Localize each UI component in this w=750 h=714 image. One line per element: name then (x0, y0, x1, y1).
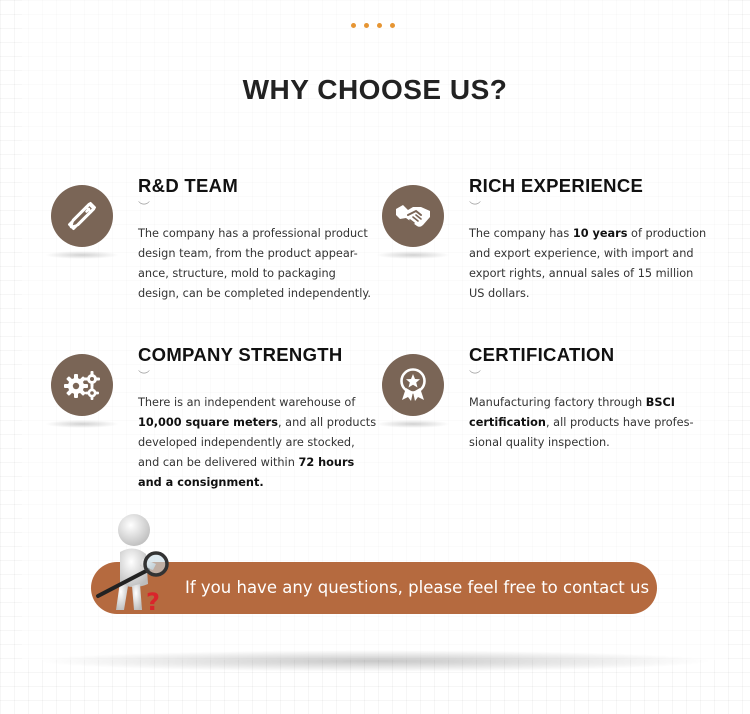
description-text: The company has a professional product design team, from the product appear-ance, structure, mold to packaging design, can be completed independently. (138, 227, 371, 300)
feature-title: R&D TEAM (138, 175, 239, 196)
highlight-text: 72 hours and a consignment. (138, 456, 355, 489)
title-underline-mark: ︶ (469, 200, 482, 214)
title-underline-mark: ︶ (469, 369, 482, 383)
pencil-ruler-icon (51, 185, 113, 247)
title-underline-mark: ︶ (138, 200, 151, 214)
description-text: , all products have profes-sional quality inspection. (469, 416, 694, 449)
magnifier-figure-icon (90, 512, 180, 617)
feature-title: CERTIFICATION (469, 344, 615, 365)
feature-title: RICH EXPERIENCE (469, 175, 644, 196)
icon-shadow (45, 420, 119, 428)
icon-shadow (376, 251, 450, 259)
icon-shadow (376, 420, 450, 428)
description-text: , and all products developed independently are stocked, and can be delivered within (138, 416, 377, 469)
description-text: Manufacturing factory through (469, 396, 646, 409)
description-text: The company has (469, 227, 573, 240)
card-shadow (35, 650, 715, 672)
highlight-text: BSCI certification (469, 396, 675, 429)
feature-rd-team (51, 175, 391, 335)
highlight-text: 10,000 square meters (138, 416, 278, 429)
highlight-text: 10 years (572, 227, 628, 240)
feature-company-strength (51, 344, 391, 504)
feature-title: COMPANY STRENGTH (138, 344, 343, 365)
title-underline-mark: ︶ (138, 369, 151, 383)
feature-description (138, 224, 378, 304)
svg-text:?: ? (146, 588, 160, 616)
icon-shadow (45, 251, 119, 259)
decorative-dots (351, 23, 395, 28)
dot-icon (351, 23, 356, 28)
page-title: WHY CHOOSE US? (242, 74, 508, 105)
gears-icon (51, 354, 113, 416)
handshake-icon (382, 185, 444, 247)
description-text: There is an independent warehouse of (138, 396, 356, 409)
dot-icon (390, 23, 395, 28)
dot-icon (364, 23, 369, 28)
award-badge-icon (382, 354, 444, 416)
description-text: of production and export experience, with import and export rights, annual sales of 15 million US dollars. (469, 227, 707, 300)
feature-description (469, 393, 709, 453)
feature-description (138, 393, 378, 493)
feature-certification (382, 344, 722, 504)
dot-icon (377, 23, 382, 28)
feature-rich-experience (382, 175, 722, 335)
feature-description (469, 224, 709, 304)
contact-us-text: If you have any questions, please feel free to contact us (185, 578, 650, 597)
